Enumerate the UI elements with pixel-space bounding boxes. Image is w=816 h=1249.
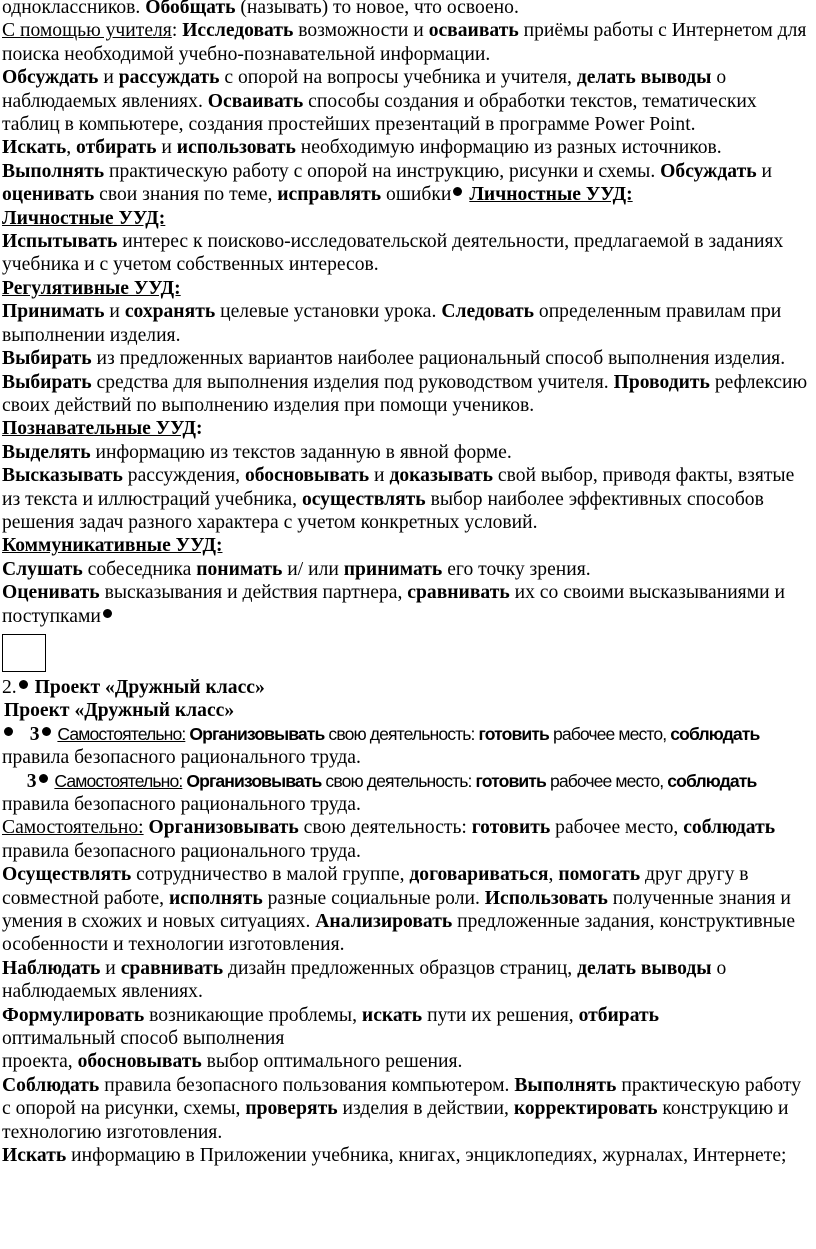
paragraph: Осуществлять сотрудничество в малой группе, договариваться, помогать друг другу в совместной работе, исполнять разные социальные роли. Использовать полученные знания и умения в схожих и новых ситуациях. Анализировать предложенные задания, конструктивные особенности и технологии изготовления.	[2, 864, 796, 956]
paragraph: Высказывать рассуждения, обосновывать и доказывать свой выбор, приводя факты, взятые из текста и иллюстраций учебника, осуществлять выбор наиболее эффективных способов решения задач разного характера с учетом конкретных условий.	[2, 465, 795, 533]
bullet-icon	[42, 727, 51, 736]
paragraph: Выполнять практическую работу с опорой на инструкцию, рисунки и схемы. Обсуждать и оценивать свои знания по теме, исправлять ошибки Личностные УУД:	[2, 160, 772, 206]
section-heading: Регулятивные УУД:	[2, 277, 181, 299]
paragraph: одноклассников. Обобщать (называть) то новое, что освоено.	[2, 0, 519, 18]
paragraph: С помощью учителя: Исследовать возможности и осваивать приёмы работы с Интернетом для поиска необходимой учебно-познавательной информации.	[2, 20, 807, 65]
paragraph: Слушать собеседника понимать и/ или принимать его точку зрения.	[2, 558, 591, 580]
section-heading: Познавательные УУД:	[2, 418, 203, 440]
paragraph: Выделять информацию из текстов заданную в явной форме.	[2, 441, 512, 463]
paragraph: Формулировать возникающие проблемы, искать пути их решения, отбирать оптимальный способ выполнения	[2, 1004, 659, 1050]
section-heading: Личностные УУД:	[2, 207, 166, 229]
empty-table-cell	[2, 634, 46, 672]
list-item: 2. Проект «Дружный класс»	[2, 676, 265, 698]
bullet-icon	[453, 187, 462, 196]
list-item: Проект «Дружный класс»	[4, 700, 235, 722]
paragraph: Обсуждать и рассуждать с опорой на вопросы учебника и учителя, делать выводы о наблюдаемых явлениях. Осваивать способы создания и обработки текстов, тематических таблиц в компьютере, создания простейших презентаций в программе Power Point.	[2, 67, 757, 136]
bullet-icon	[19, 680, 28, 689]
list-item: 3 Самостоятельно: Организовывать свою деятельность: готовить рабочее место, соблюдать правила безопасного рационального труда.	[2, 723, 760, 769]
section-heading: Коммуникативные УУД:	[2, 535, 223, 557]
paragraph: Соблюдать правила безопасного пользования компьютером. Выполнять практическую работу с опорой на рисунки, схемы, проверять изделия в действии, корректировать конструкцию и технологию изготовления.	[2, 1074, 802, 1143]
paragraph: проекта, обосновывать выбор оптимального решения.	[2, 1051, 463, 1073]
paragraph: Выбирать средства для выполнения изделия под руководством учителя. Проводить рефлексию своих действий по выполнению изделия при помощи учеников.	[2, 371, 808, 416]
paragraph: Наблюдать и сравнивать дизайн предложенных образцов страниц, делать выводы о наблюдаемых явлениях.	[2, 957, 727, 1003]
bullet-icon	[39, 774, 48, 783]
paragraph: Испытывать интерес к поисково-исследовательской деятельности, предлагаемой в заданиях учебника и с учетом собственных интересов.	[2, 231, 784, 276]
paragraph: Искать, отбирать и использовать необходимую информацию из разных источников.	[2, 137, 722, 159]
paragraph: Выбирать из предложенных вариантов наиболее рациональный способ выполнения изделия.	[2, 348, 786, 370]
paragraph: Самостоятельно: Организовывать свою деятельность: готовить рабочее место, соблюдать правила безопасного рационального труда.	[2, 817, 776, 862]
paragraph: Принимать и сохранять целевые установки урока. Следовать определенным правилам при выполнении изделия.	[2, 301, 782, 346]
paragraph: Оценивать высказывания и действия партнера, сравнивать их со своими высказываниями и поступками	[2, 582, 785, 627]
bullet-icon	[103, 609, 112, 618]
bullet-icon	[4, 727, 13, 736]
list-item: 3 Самостоятельно: Организовывать свою деятельность: готовить рабочее место, соблюдать правила безопасного рационального труда.	[2, 770, 757, 815]
paragraph: Искать информацию в Приложении учебника, книгах, энциклопедиях, журналах, Интернете;	[2, 1145, 787, 1167]
